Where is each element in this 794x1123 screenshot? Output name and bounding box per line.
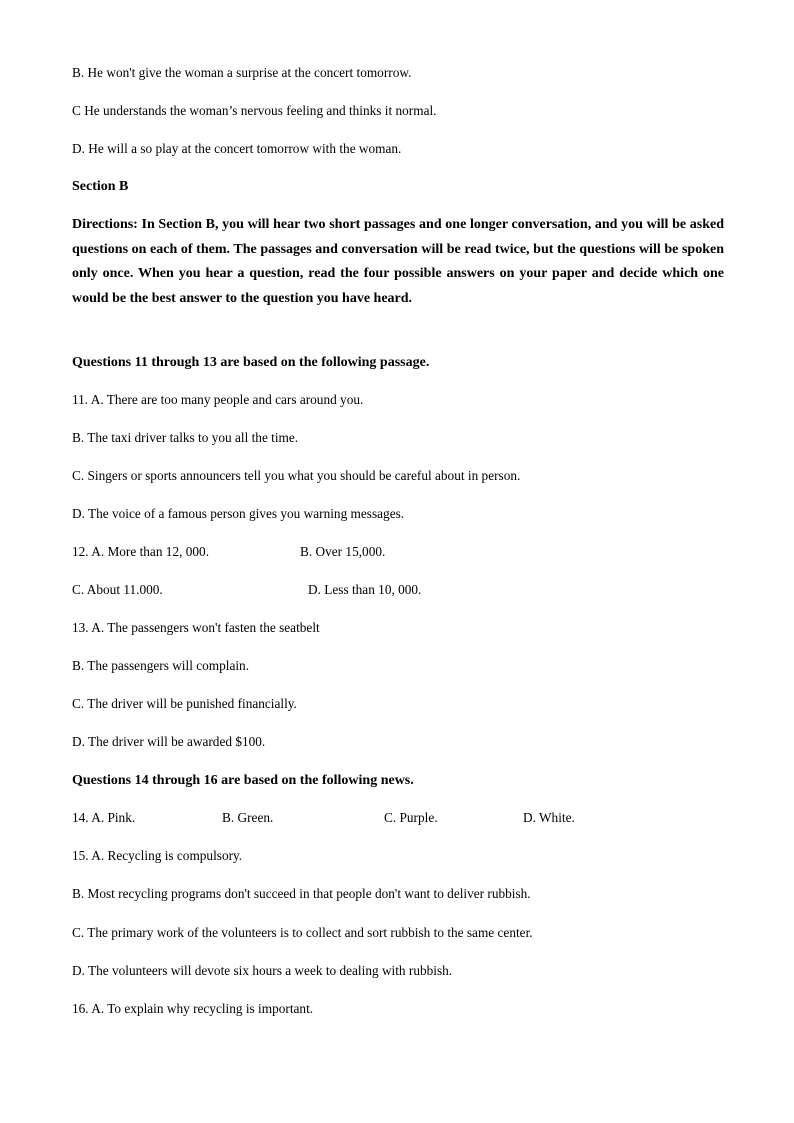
q13-option-d: D. The driver will be awarded $100.: [72, 734, 266, 749]
q10-option-c: C He understands the woman’s nervous feeling and thinks it normal.: [72, 103, 437, 118]
q15-option-b: B. Most recycling programs don't succeed in that people don't want to deliver rubbish.: [72, 886, 531, 901]
group2-heading: Questions 14 through 16 are based on the following news.: [72, 773, 414, 788]
q14-option-a: 14. A. Pink.: [72, 810, 136, 825]
section-b-title: Section B: [72, 179, 129, 194]
q11-option-c: C. Singers or sports announcers tell you what you should be careful about in person.: [72, 468, 521, 483]
q16-option-a: 16. A. To explain why recycling is important.: [72, 1001, 314, 1016]
q11-option-d: D. The voice of a famous person gives you warning messages.: [72, 506, 405, 521]
q14-option-d: D. White.: [523, 810, 575, 825]
q10-option-b: B. He won't give the woman a surprise at the concert tomorrow.: [72, 65, 412, 80]
q15-option-c: C. The primary work of the volunteers is to collect and sort rubbish to the same center.: [72, 925, 533, 940]
q13-option-b: B. The passengers will complain.: [72, 658, 250, 673]
group1-heading: Questions 11 through 13 are based on the following passage.: [72, 355, 430, 370]
q12-option-c: C. About 11.000.: [72, 582, 163, 597]
q11-option-b: B. The taxi driver talks to you all the time.: [72, 430, 299, 445]
q12-option-b: B. Over 15,000.: [300, 544, 386, 559]
q11-option-a: 11. A. There are too many people and cars around you.: [72, 392, 364, 407]
q13-option-c: C. The driver will be punished financially.: [72, 696, 297, 711]
q13-option-a: 13. A. The passengers won't fasten the seatbelt: [72, 620, 320, 635]
section-b-directions: Directions: In Section B, you will hear two short passages and one longer conversation, and you will be asked questions on each of them. The passages and conversation will be read twice, but the questions will be spoken only once. When you hear a question, read the four possible answers on your paper and decide which one would be the best answer to the question you have heard.: [72, 217, 724, 307]
q10-option-d: D. He will a so play at the concert tomorrow with the woman.: [72, 141, 402, 156]
q14-option-c: C. Purple.: [384, 810, 438, 825]
q14-option-b: B. Green.: [222, 810, 274, 825]
q15-option-a: 15. A. Recycling is compulsory.: [72, 848, 243, 863]
q15-option-d: D. The volunteers will devote six hours a week to dealing with rubbish.: [72, 963, 453, 978]
q12-option-a: 12. A. More than 12, 000.: [72, 544, 210, 559]
q12-option-d: D. Less than 10, 000.: [308, 582, 422, 597]
